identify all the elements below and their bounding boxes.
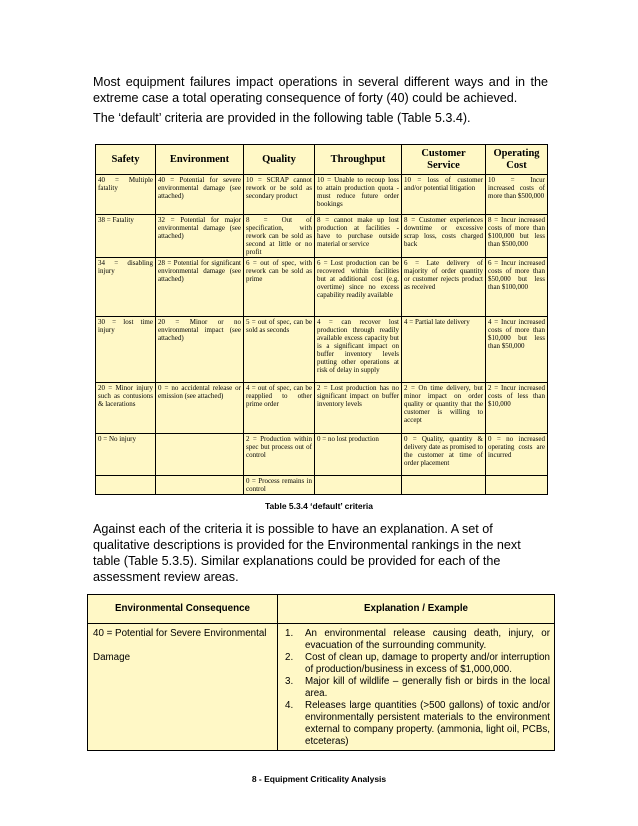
table-cell: 8 = Out of specification, with rework can be sold as second at little or no profit: [244, 215, 315, 258]
list-number: 3.: [285, 676, 294, 687]
table-cell: 40 = Potential for severe environmental damage (see attached): [156, 175, 244, 215]
list-item-text: An environmental release causing death, injury, or evacuation of the surrounding community.: [305, 628, 550, 651]
table-cell: 4 = Partial late delivery: [402, 317, 486, 383]
env-consequence-line: Damage: [93, 652, 131, 663]
table-row: [96, 434, 548, 476]
environmental-consequence-table: [87, 594, 555, 751]
table-cell: 8 = cannot make up lost production at facilities - have to purchase outside material or service: [315, 215, 402, 258]
table-cell-empty: [156, 434, 244, 476]
list-item: [283, 676, 550, 700]
table-row: [96, 215, 548, 258]
table-row: [96, 476, 548, 495]
table-cell: 32 = Potential for major environmental damage (see attached): [156, 215, 244, 258]
table-cell: 20 = Minor injury such as contusions & lacerations: [96, 383, 156, 434]
default-criteria-table: [95, 144, 548, 495]
table-cell: 2 = Lost production has no significant impact on buffer inventory levels: [315, 383, 402, 434]
env-header-row: [88, 595, 555, 624]
header-explanation-example: Explanation / Example: [278, 595, 555, 624]
table-cell-empty: [315, 476, 402, 495]
list-number: 2.: [285, 652, 294, 663]
table-cell: 2 = Incur increased costs of less than $10,000: [486, 383, 548, 434]
table-cell: 6 = Late delivery of majority of order quantity or customer rejects product as received: [402, 258, 486, 317]
list-item-text: Cost of clean up, damage to property and/or interruption of production/business in excess of $1,000,000.: [305, 652, 550, 675]
table-row: [96, 258, 548, 317]
table-cell: 8 = Incur increased costs of more than $100,000 but less than $500,000: [486, 215, 548, 258]
table-cell: 0 = Process remains in control: [244, 476, 315, 495]
table-cell: 4 = Incur increased costs of more than $10,000 but less than $50,000: [486, 317, 548, 383]
table-cell: 6 = Lost production can be recovered within facilities but at additional cost (e.g. overtime) since no excess capability readily available: [315, 258, 402, 317]
table-cell: 10 = Incur increased costs of more than $500,000: [486, 175, 548, 215]
env-explanation-cell: [278, 624, 555, 751]
table-cell: 28 = Potential for significant environmental damage (see attached): [156, 258, 244, 317]
list-number: 1.: [285, 628, 294, 639]
header-throughput: Throughput: [315, 145, 402, 175]
table-cell: 30 = lost time injury: [96, 317, 156, 383]
header-customer-service: Customer Service: [402, 145, 486, 175]
table-cell: 10 = loss of customer and/or potential litigation: [402, 175, 486, 215]
page-footer: 8 - Equipment Criticality Analysis: [251, 774, 387, 784]
table-cell: 6 = out of spec, with rework can be sold as prime: [244, 258, 315, 317]
header-quality: Quality: [244, 145, 315, 175]
explanation-paragraph: Against each of the criteria it is possible to have an explanation. A set of qualitative descriptions is provided for the Environmental rankings in the next table (Table 5.3.5). Similar explanations could be provided for each of the assessment review areas.: [93, 522, 521, 584]
header-environmental-consequence: Environmental Consequence: [88, 595, 278, 624]
table-cell: 40 = Multiple fatality: [96, 175, 156, 215]
header-operating-cost: Operating Cost: [486, 145, 548, 175]
list-item: [283, 628, 550, 652]
table-cell: 0 = no increased operating costs are incurred: [486, 434, 548, 476]
intro-paragraph: Most equipment failures impact operations in several different ways and in the extreme case a total operating consequence of forty (40) could be achieved.: [93, 75, 548, 105]
table-intro-paragraph: The ‘default’ criteria are provided in the following table (Table 5.3.4).: [93, 111, 471, 125]
table-cell: 5 = out of spec, can be sold as seconds: [244, 317, 315, 383]
table-row: [96, 383, 548, 434]
table-cell: 38 = Fatality: [96, 215, 156, 258]
table-cell-empty: [486, 476, 548, 495]
list-item-text: Releases large quantities (>500 gallons) of toxic and/or environmentally persistent materials to the environment external to company property. (ammonia, light oil, PCBs, etceteras): [305, 700, 550, 747]
table-cell: 8 = Customer experiences downtime or excessive scrap loss, costs charged back: [402, 215, 486, 258]
table-cell: 2 = Production within spec but process out of control: [244, 434, 315, 476]
table-caption: Table 5.3.4 ‘default’ criteria: [264, 501, 374, 511]
env-consequence-cell: [88, 624, 278, 751]
table-cell: 2 = On time delivery, but minor impact on order quality or quantity that the customer is willing to accept: [402, 383, 486, 434]
table-cell: 20 = Minor or no environmental impact (see attached): [156, 317, 244, 383]
table-cell: 0 = Quality, quantity & delivery date as promised to the customer at time of order placement: [402, 434, 486, 476]
env-consequence-line: 40 = Potential for Severe Environmental: [93, 628, 267, 639]
table-cell-empty: [96, 476, 156, 495]
table-cell: 0 = no lost production: [315, 434, 402, 476]
table-row: [96, 175, 548, 215]
table-cell: 10 = Unable to recoup loss to attain production quota - must reduce future order bookings: [315, 175, 402, 215]
table-cell: 10 = SCRAP cannot rework or be sold as secondary product: [244, 175, 315, 215]
table-cell-empty: [156, 476, 244, 495]
list-item: [283, 652, 550, 676]
explanation-list: [283, 628, 550, 748]
table-cell: 4 = can recover lost production through readily available excess capacity but is a significant impact on buffer inventory levels putting other operations at risk of delay in supply: [315, 317, 402, 383]
table-cell: 34 = disabling injury: [96, 258, 156, 317]
list-item: [283, 700, 550, 748]
table-cell: 4 = out of spec, can be reapplied to other prime order: [244, 383, 315, 434]
table-cell: 0 = no accidental release or emission (see attached): [156, 383, 244, 434]
header-environment: Environment: [156, 145, 244, 175]
table-cell: 6 = Incur increased costs of more than $50,000 but less than $100,000: [486, 258, 548, 317]
table-row: [88, 624, 555, 751]
list-number: 4.: [285, 700, 294, 711]
table-cell: 0 = No injury: [96, 434, 156, 476]
list-item-text: Major kill of wildlife – generally fish or birds in the local area.: [305, 676, 550, 699]
table-cell-empty: [402, 476, 486, 495]
header-safety: Safety: [96, 145, 156, 175]
table-row: [96, 317, 548, 383]
criteria-header-row: [96, 145, 548, 175]
